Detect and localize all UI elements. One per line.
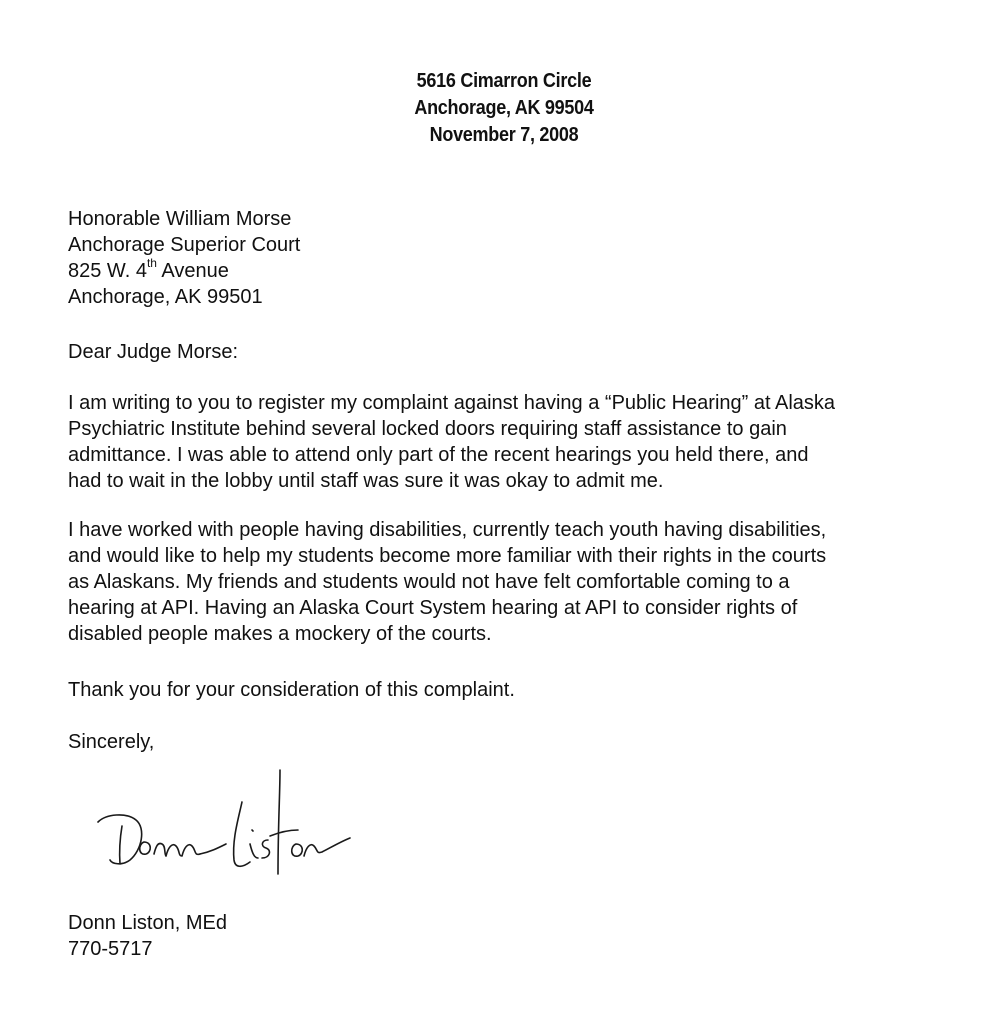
closing: Sincerely, xyxy=(68,731,155,753)
paragraph-line: disabled people makes a mockery of the courts. xyxy=(68,623,492,645)
paragraph-background xyxy=(68,517,948,647)
paragraph-line: had to wait in the lobby until staff was sure it was okay to admit me. xyxy=(68,470,664,492)
paragraph-line: as Alaskans. My friends and students would not have felt comfortable coming to a xyxy=(68,571,790,593)
salutation: Dear Judge Morse: xyxy=(68,341,239,363)
thanks-line: Thank you for your consideration of this complaint. xyxy=(68,679,515,701)
recipient-street xyxy=(68,258,948,284)
handwritten-signature xyxy=(92,764,352,892)
paragraph-line: Psychiatric Institute behind several locked doors requiring staff assistance to gain xyxy=(68,418,787,440)
letter-date: November 7, 2008 xyxy=(429,124,579,146)
paragraph-line: and would like to help my students become more familiar with their rights in the courts xyxy=(68,545,827,567)
paragraph-line: admittance. I was able to attend only part of the recent hearings you held there, and xyxy=(68,444,809,466)
recipient-city-state-zip: Anchorage, AK 99501 xyxy=(68,286,263,308)
sender-city-state-zip: Anchorage, AK 99504 xyxy=(414,97,594,119)
recipient-address-block xyxy=(68,206,948,310)
signer-phone: 770-5717 xyxy=(68,938,153,960)
sender-address-block xyxy=(50,68,957,149)
recipient-court: Anchorage Superior Court xyxy=(68,234,301,256)
paragraph-complaint xyxy=(68,390,948,494)
recipient-street-rest: Avenue xyxy=(156,260,229,282)
paragraph-line: I am writing to you to register my complaint against having a “Public Hearing” at Alaska xyxy=(68,392,836,414)
recipient-name: Honorable William Morse xyxy=(68,208,292,230)
signer-block xyxy=(68,910,948,962)
recipient-street-number: 825 W. 4 xyxy=(68,260,147,282)
signer-name: Donn Liston, MEd xyxy=(68,912,227,934)
paragraph-line: I have worked with people having disabilities, currently teach youth having disabilities, xyxy=(68,519,827,541)
paragraph-line: hearing at API. Having an Alaska Court System hearing at API to consider rights of xyxy=(68,597,798,619)
signature-graphic xyxy=(92,764,352,892)
sender-street: 5616 Cimarron Circle xyxy=(416,70,592,92)
recipient-street-suffix: th xyxy=(146,256,157,271)
